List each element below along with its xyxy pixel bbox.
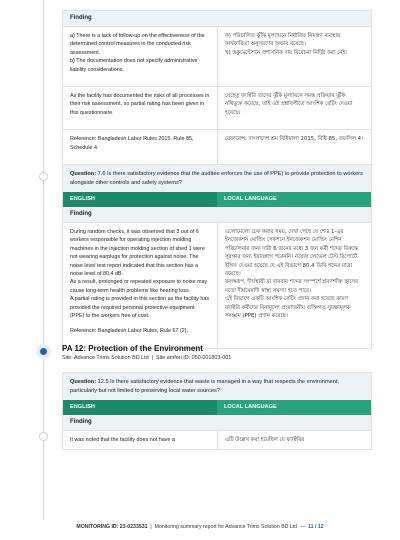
question-card-12-5 <box>62 372 372 450</box>
language-header <box>63 192 371 207</box>
finding-local-cell: এটি উল্লেখ করা হয়েছিল যে ফ্যাক্টরির <box>217 431 371 449</box>
section-marker-dot <box>36 344 51 359</box>
finding-local-cell: ক) পরিচালিত ঝুঁকি মূল্যায়নে নির্ধারিত নিয়ন্ত্রণ ব্যবস্থার কার্যকারিতা অনুসরণের অভাব রয়েছে। খ) ডকুমেন্টেশনে প্রশাসনিক দায় বিবেচনা নির্দিষ্ট করা নেই। <box>217 27 371 86</box>
monitoring-id: MONITORING ID: 23-0233531 <box>76 524 148 530</box>
finding-english-cell: As the facility has documented the risks of all processes in their risk assessment, so partial rating has been given in this questionnaire. <box>70 93 210 116</box>
local-language-column-header: LOCAL LANGUAGE <box>217 192 371 207</box>
finding-english-cell: a) There is a lack of follow-up on the effectiveness of the determined control measures in the conducted risk assessment. b) The documentation does not specify administrative liability considerations. <box>70 33 205 73</box>
finding-header: Finding <box>63 11 371 26</box>
timeline-dot <box>39 172 48 181</box>
timeline-line <box>43 0 44 520</box>
section-title: PA 12: Protection of the Environment <box>62 344 203 353</box>
finding-header: Finding <box>63 415 371 430</box>
finding-local-cell: যেহেতু ফ্যাক্টরি তাদের ঝুঁকি মূল্যায়নে সমস্ত প্রক্রিয়ার ঝুঁকি নথিভুক্ত করেছে, তাই এই প্রশ্নাবলীতে আংশিক রেটিং দেওয়া হয়েছে। <box>217 87 371 129</box>
english-column-header: ENGLISH <box>70 196 95 202</box>
reference-text: Reference: Bangladesh Labor Rules, Rule 67 (2). <box>70 328 189 335</box>
english-column-header: ENGLISH <box>70 404 95 410</box>
finding-local-cell: এলোমেলো চেক করার সময়, দেখা গেছে যে শেড 1-এর ইনজেকশন মোল্ডিং সেকশনে ইনজেকশন মোল্ডিং মেশিন পরিচালনার জন্য দায়ী 6 জনের মধ্যে 3 জন কর্মী শব্দের বিরুদ্ধে সুরক্ষার জন্য ইয়ারপ্লাগ পরেননি। নয়েজ লেভেল টেস্ট রিপোর্টে ইঙ্গিত দেওয়া হয়েছে যে এই বিভাগে 80.4 ডিবি শব্দের মাত্রা রয়েছে। ফলস্বরূপ, দীর্ঘস্থায়ী বা বারবার শব্দের সংস্পর্শে শ্রবণশক্তি হ্রাসের মতো দীর্ঘমেয়াদী স্বাস্থ্য সমস্যা হতে পারে। এই বিভাগে একটি আংশিক রেটিং প্রদান করা হয়েছে কারণ ফ্যাক্টরি কর্মীদের বিনামূল্যে প্রয়োজনীয় ব্যক্তিগত সুরক্ষামূলক সরঞ্জাম (PPE) প্রদান করেছে। <box>217 223 371 348</box>
timeline-dot <box>39 432 48 441</box>
finding-row <box>63 129 371 164</box>
finding-english-cell: During random checks, it was observed that 3 out of 6 workers responsible for operating injection molding machines in the injection molding section of shed 1 were not wearing earplugs for protection against noise. The noise level test report indicated that this section has a noise level of 80.4 dB. As a result, prolonged or repeated exposure to noise may cause long-term health problems like hearing loss. A partial rating is provided in this section as the facility has provided the required personal protective equipment (PPE) to the workers free of cost. Reference: Bangladesh Labor Rules, Rule 67 (2). <box>70 229 210 335</box>
page-footer: MONITORING ID: 23-0233531 | Monitoring summary report for Advance Trims Solution BD Ltd — 11 / 12 <box>76 524 324 530</box>
finding-row <box>63 26 371 86</box>
reference-local-cell: রেফারেন্স: বাংলাদেশ শ্রম বিধিমালা 2015, বিধি 85, তফসিল 4। <box>217 130 371 164</box>
question-text: Question: 7.6 Is there satisfactory evidence that the auditee enforces the use of PPE) to provide protection to workers alongside other controls and safety systems? <box>63 165 371 192</box>
question-text: Question: 12.5 Is there satisfactory evidence that waste is managed in a way that respects the environment, particularly but not limited to preserving local water sources? <box>63 373 371 400</box>
finding-row <box>63 86 371 129</box>
finding-row <box>63 430 371 449</box>
language-header <box>63 400 371 415</box>
finding-header: Finding <box>63 207 371 222</box>
site-info: Site: Advance Trims Solution BD Ltd | Site amfori ID: 050-001803-001 <box>62 355 232 361</box>
question-card-7-6 <box>62 164 372 349</box>
page-number: 11 / 12 <box>308 524 324 530</box>
finding-row <box>63 222 371 348</box>
local-language-column-header: LOCAL LANGUAGE <box>217 400 371 415</box>
finding-english-cell: It was noted that the facility does not have a <box>70 437 175 443</box>
reference-english-cell: Reference: Bangladesh Labor Rules 2015, Rule 85, Schedule 4. <box>70 136 194 151</box>
report-summary: Monitoring summary report for Advance Trims Solution BD Ltd <box>154 524 298 530</box>
finding-card-7-5 <box>62 10 372 165</box>
